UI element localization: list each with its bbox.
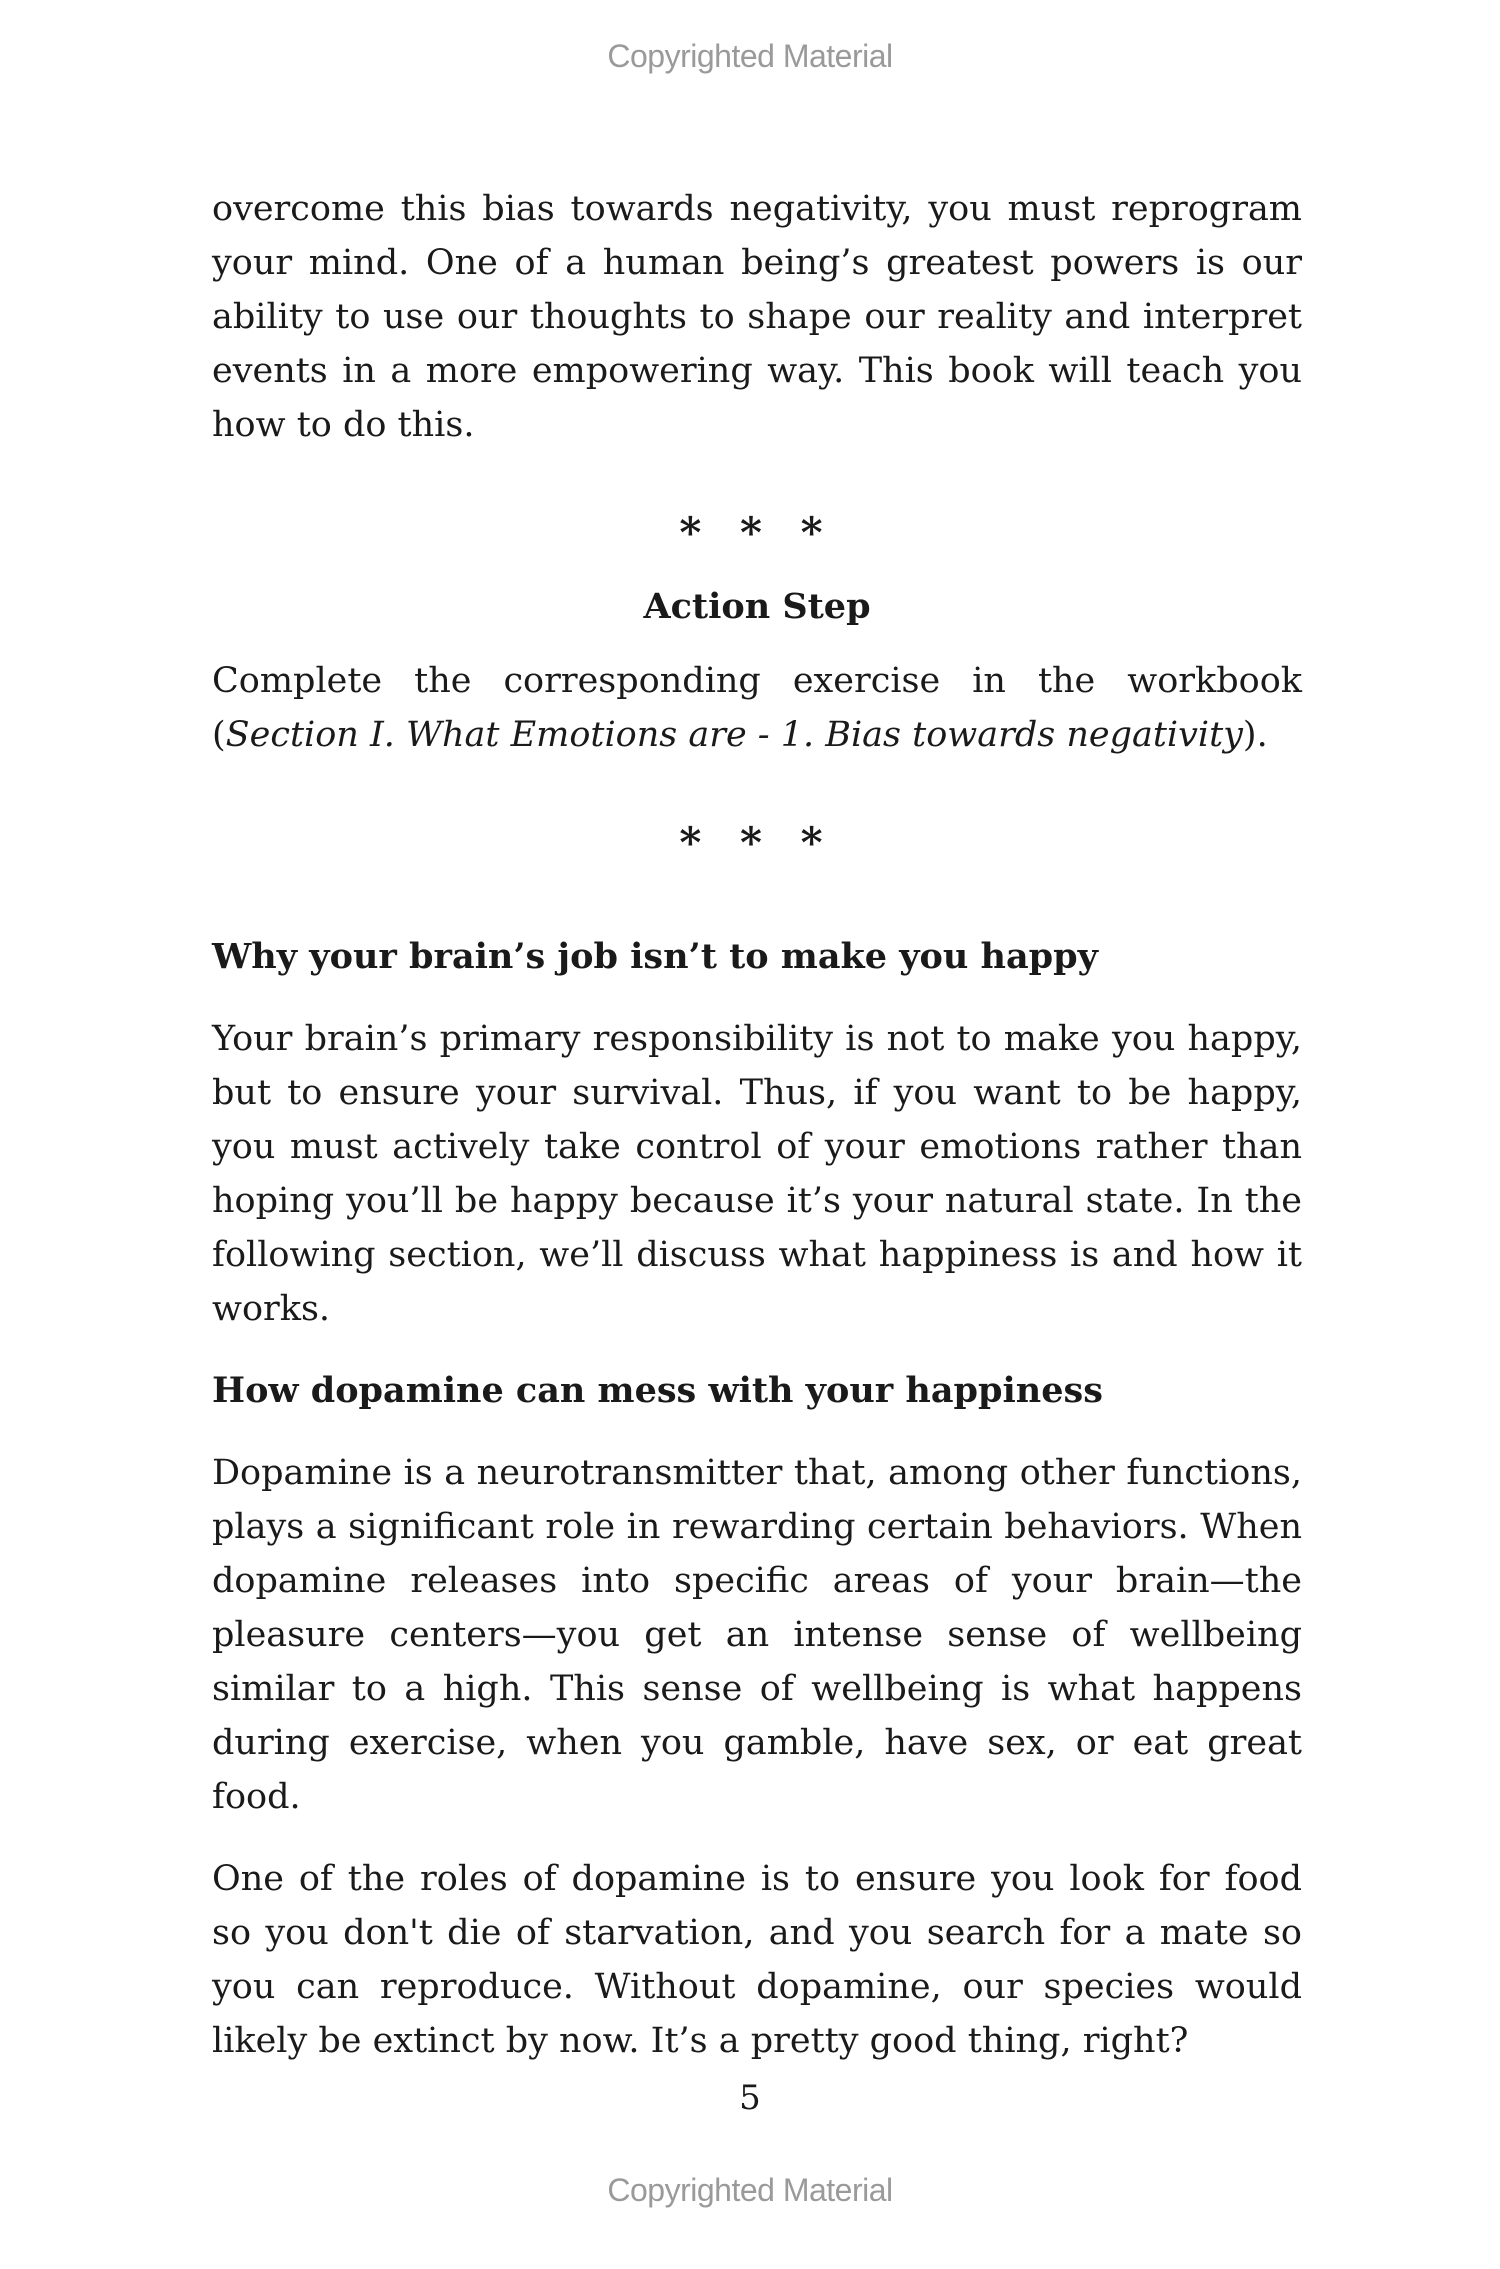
action-step-text-before: Complete the corresponding exercise in the workbook ( bbox=[212, 661, 1302, 755]
section2-paragraph-2: One of the roles of dopamine is to ensure you look for food so you don't die of starvation, and you search for a mate so you can reproduce. Without dopamine, our species would likely be extinct by now. It’s a pretty good thing, right? bbox=[212, 1859, 1302, 2061]
section1-heading: Why your brain’s job isn’t to make you happy bbox=[212, 936, 1098, 977]
page-number: 5 bbox=[739, 2078, 761, 2118]
action-step-text-italic: Section I. What Emotions are - 1. Bias towards negativity bbox=[225, 715, 1243, 755]
section2-heading: How dopamine can mess with your happiness bbox=[212, 1370, 1103, 1411]
separator-2: * * * bbox=[679, 818, 835, 867]
watermark-top: Copyrighted Material bbox=[607, 38, 893, 74]
intro-paragraph: overcome this bias towards negativity, you must reprogram your mind. One of a human being’s greatest powers is our ability to use our thoughts to shape our reality and interpret events in a more empowering way. This book will teach you how to do this. bbox=[212, 189, 1302, 445]
section1-paragraph: Your brain’s primary responsibility is not to make you happy, but to ensure your survival. Thus, if you want to be happy, you must actively take control of your emotions rather than hoping you’ll be happy because it’s your natural state. In the following section, we’ll discuss what happiness is and how it works. bbox=[212, 1019, 1302, 1329]
page-content bbox=[212, 182, 1302, 2068]
watermark-bottom: Copyrighted Material bbox=[607, 2172, 893, 2208]
separator-1: * * * bbox=[679, 508, 835, 557]
action-step-title: Action Step bbox=[643, 586, 871, 627]
action-step-text-after: ). bbox=[1242, 715, 1268, 755]
action-step-text bbox=[212, 654, 1302, 762]
section2-paragraph-1: Dopamine is a neurotransmitter that, among other functions, plays a significant role in rewarding certain behaviors. When dopamine releases into specific areas of your brain—the pleasure centers—you get an intense sense of wellbeing similar to a high. This sense of wellbeing is what happens during exercise, when you gamble, have sex, or eat great food. bbox=[212, 1453, 1302, 1817]
